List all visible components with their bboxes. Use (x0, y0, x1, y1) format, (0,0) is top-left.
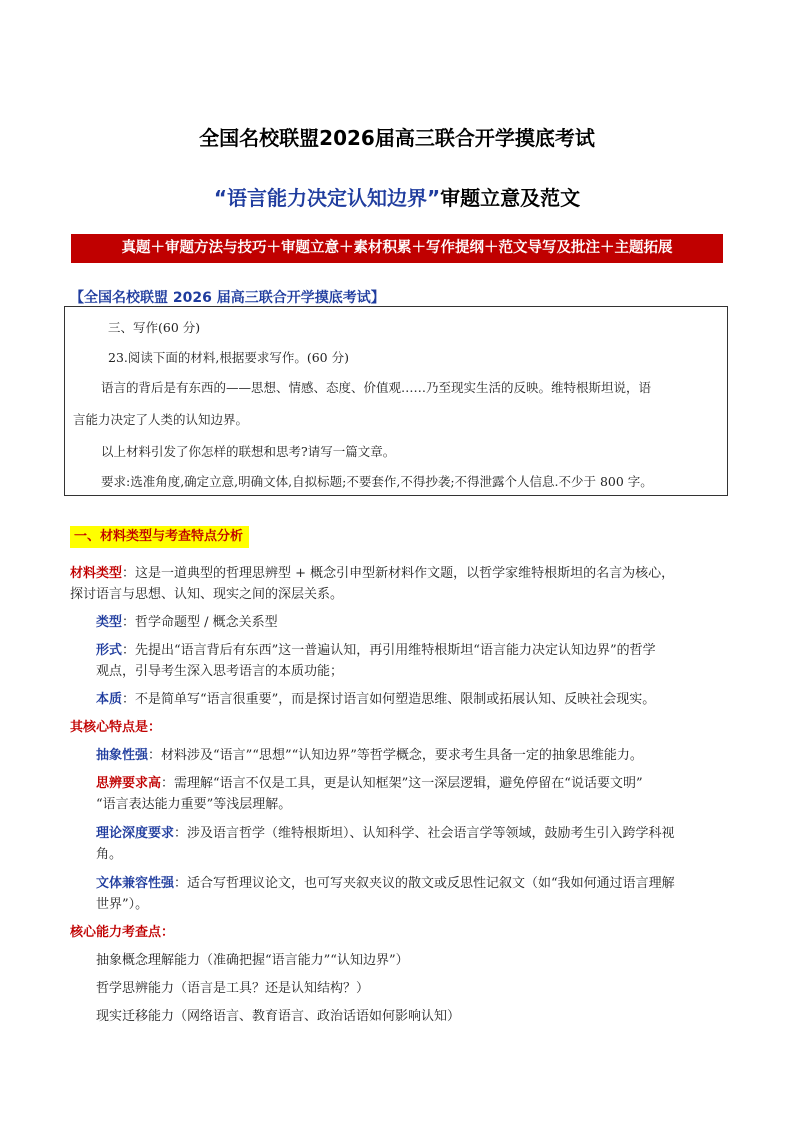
material-type-label: 材料类型 (70, 566, 123, 581)
ability-label: 哲学思辨能力 (96, 981, 175, 996)
form-line (96, 639, 656, 658)
theory-label: 理论深度要求 (96, 826, 175, 841)
exam-source-label: 【全国名校联盟 2026 届高三联合开学摸底考试】 (70, 290, 385, 306)
theory-continuation: 角。 (96, 847, 123, 862)
essence-text: ：不是简单写“语言很重要”，而是探讨语言如何塑造思维、限制或拓展认知、反映社会现实。 (122, 692, 656, 707)
contents-banner: 真题＋审题方法与技巧＋审题立意＋素材积累＋写作提纲＋范文导写及批注＋主题拓展 (71, 234, 723, 263)
ability-text: （语言是工具？还是认知结构？） (174, 981, 370, 996)
type-line (96, 611, 278, 630)
essence-label: 本质 (96, 692, 123, 707)
subtitle-rest: 审题立意及范文 (440, 186, 581, 210)
question-item: 23.阅读下面的材料,根据要求写作。(60 分) (108, 350, 349, 365)
question-material-line: 言能力决定了人类的认知边界。 (73, 412, 249, 427)
question-material-line: 语言的背后是有东西的——思想、情感、态度、价值观……乃至现实生活的反映。维特根斯坦说，语 (101, 380, 652, 395)
genre-text: ：适合写哲理议论文，也可写夹叙夹议的散文或反思性记叙文（如“我如何通过语言理解 (174, 876, 675, 891)
question-section: 三、写作(60 分) (108, 320, 201, 335)
abstract-line (96, 744, 643, 763)
core-abilities-label: 核心能力考查点： (70, 925, 175, 940)
question-requirements: 要求:选准角度,确定立意,明确文体,自拟标题;不要套作,不得抄袭;不得泄露个人信息.不少于 800 字。 (101, 474, 653, 489)
type-text: ：哲学命题型 / 概念关系型 (122, 615, 278, 630)
ability-item (96, 949, 409, 968)
document-title: 全国名校联盟2026届高三联合开学摸底考试 (199, 126, 595, 150)
form-continuation: 观点，引导考生深入思考语言的本质功能； (96, 664, 344, 679)
dialectic-line (96, 772, 643, 791)
ability-text: （准确把握“语言能力”“认知边界”） (200, 953, 409, 968)
material-type-continuation: 探讨语言与思想、认知、现实之间的深层关系。 (70, 587, 344, 602)
ability-item (96, 1005, 460, 1024)
material-type-text: ：这是一道典型的哲理思辨型 + 概念引申型新材料作文题，以哲学家维特根斯坦的名言为核心， (122, 566, 675, 581)
theory-text: ：涉及语言哲学（维特根斯坦）、认知科学、社会语言学等领域，鼓励考生引入跨学科视 (174, 826, 675, 841)
ability-label: 现实迁移能力 (96, 1009, 175, 1024)
form-label: 形式 (96, 643, 123, 658)
dialectic-label: 思辨要求高 (96, 776, 162, 791)
question-prompt: 以上材料引发了你怎样的联想和思考?请写一篇文章。 (101, 444, 396, 459)
form-text: ：先提出“语言背后有东西”这一普遍认知，再引用维特根斯坦“语言能力决定认知边界”的哲学 (122, 643, 656, 658)
dialectic-continuation: “语言表达能力重要”等浅层理解。 (96, 797, 292, 812)
ability-label: 抽象概念理解能力 (96, 953, 201, 968)
essence-line (96, 688, 655, 707)
theory-line (96, 822, 675, 841)
subtitle-topic: “语言能力决定认知边界” (213, 186, 441, 210)
abstract-text: ：材料涉及“语言”“思想”“认知边界”等哲学概念，要求考生具备一定的抽象思维能力。 (148, 748, 643, 763)
core-features-label: 其核心特点是： (70, 720, 162, 735)
abstract-label: 抽象性强 (96, 748, 149, 763)
document-subtitle (0, 182, 794, 211)
genre-line (96, 872, 675, 891)
material-type-line (70, 562, 674, 581)
ability-item (96, 977, 369, 996)
genre-continuation: 世界”）。 (96, 897, 149, 912)
type-label: 类型 (96, 615, 123, 630)
section-heading: 一、材料类型与考查特点分析 (70, 526, 249, 548)
ability-text: （网络语言、教育语言、政治话语如何影响认知） (174, 1009, 461, 1024)
genre-label: 文体兼容性强 (96, 876, 175, 891)
dialectic-text: ：需理解“语言不仅是工具，更是认知框架”这一深层逻辑，避免停留在“说话要文明” (161, 776, 643, 791)
